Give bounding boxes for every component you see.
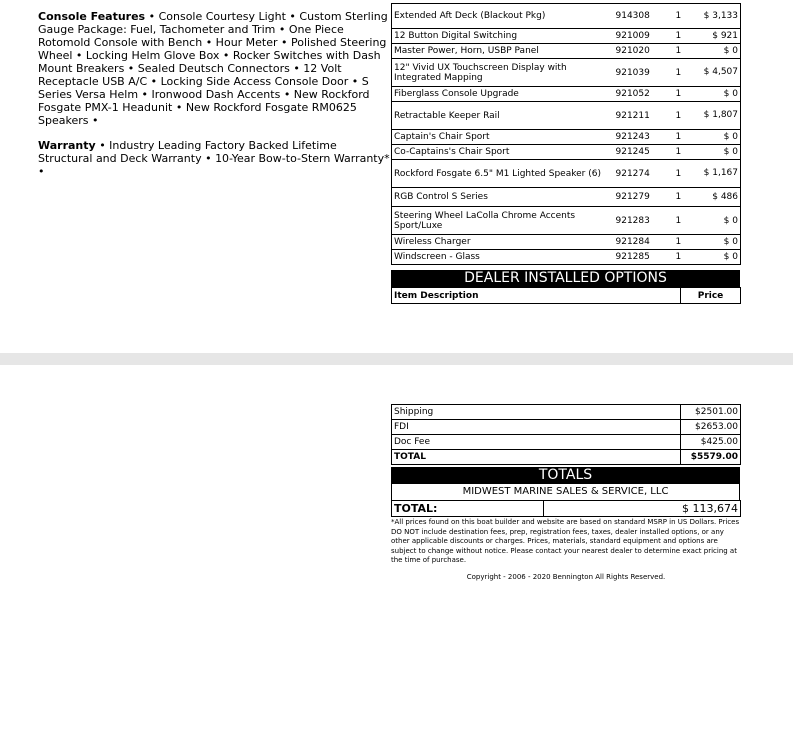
table-row: [392, 207, 741, 235]
option-part-number: 914308: [614, 4, 674, 29]
option-description: Rockford Fosgate 6.5" M1 Lighted Speaker (6): [392, 160, 614, 188]
option-quantity: 1: [674, 130, 700, 145]
option-part-number: 921279: [614, 188, 674, 207]
table-row: [392, 29, 741, 44]
option-quantity: 1: [674, 160, 700, 188]
totals-header: TOTALS: [391, 467, 740, 484]
warranty-heading: Warranty: [38, 139, 96, 152]
option-quantity: 1: [674, 44, 700, 59]
fee-amount: $425.00: [681, 435, 741, 450]
option-part-number: 921285: [614, 250, 674, 265]
option-quantity: 1: [674, 188, 700, 207]
option-price: $ 0: [700, 250, 741, 265]
option-description: Wireless Charger: [392, 235, 614, 250]
table-row: [392, 420, 741, 435]
pricing-disclaimer: *All prices found on this boat builder and website are based on standard MSRP in US Dollars. Prices DO NOT include destination fees, prep, registration fees, taxes, dealer installed options, or any other applicable discounts or charges. Prices, materials, standard equipment and options are subject to change without notice. Please contact your nearest dealer to determine exact pricing at the time of purchase.: [391, 518, 740, 564]
option-quantity: 1: [674, 59, 700, 87]
fee-amount: $2653.00: [681, 420, 741, 435]
table-row: [392, 405, 741, 420]
dealer-options-table: [391, 287, 741, 304]
dealer-options-header: DEALER INSTALLED OPTIONS: [391, 270, 740, 287]
fees-total-label: TOTAL: [392, 450, 681, 465]
table-row: [392, 87, 741, 102]
console-features: [38, 10, 390, 127]
grand-total-label: TOTAL:: [392, 501, 544, 517]
grand-total-value: $ 113,674: [544, 501, 741, 517]
table-row: [392, 160, 741, 188]
option-price: $ 1,167: [700, 160, 741, 188]
option-description: Extended Aft Deck (Blackout Pkg): [392, 4, 614, 29]
option-quantity: 1: [674, 4, 700, 29]
option-quantity: 1: [674, 250, 700, 265]
option-part-number: 921243: [614, 130, 674, 145]
grand-total-row: [392, 501, 741, 517]
fee-label: Shipping: [392, 405, 681, 420]
option-part-number: 921039: [614, 59, 674, 87]
table-row: [392, 59, 741, 87]
option-description: 12 Button Digital Switching: [392, 29, 614, 44]
page-divider: [0, 353, 793, 365]
warranty: [38, 139, 390, 178]
option-quantity: 1: [674, 29, 700, 44]
option-price: $ 921: [700, 29, 741, 44]
console-features-text: • Console Courtesy Light • Custom Sterling Gauge Package: Fuel, Tachometer and Trim • One Piece Rotomold Console with Bench • Hour Meter • Polished Steering Wheel • Locking Helm Glove Box • Rocker Switches with Dash Mount Breakers • Sealed Deutsch Connectors • 12 Volt Receptacle USB A/C • Locking Side Access Console Door • S Series Versa Helm • Ironwood Dash Accents • New Rockford Fosgate PMX-1 Headunit • New Rockford Fosgate RM0625 Speakers •: [38, 10, 388, 127]
table-row: [392, 4, 741, 29]
table-row: [392, 102, 741, 130]
option-quantity: 1: [674, 87, 700, 102]
option-part-number: 921052: [614, 87, 674, 102]
option-description: Master Power, Horn, USBP Panel: [392, 44, 614, 59]
option-quantity: 1: [674, 235, 700, 250]
option-price: $ 0: [700, 130, 741, 145]
option-price: $ 0: [700, 235, 741, 250]
table-header-row: [392, 288, 741, 304]
option-quantity: 1: [674, 207, 700, 235]
console-features-heading: Console Features: [38, 10, 146, 23]
option-description: Windscreen - Glass: [392, 250, 614, 265]
option-description: Co-Captains's Chair Sport: [392, 145, 614, 160]
fee-amount: $2501.00: [681, 405, 741, 420]
option-description: 12" Vivid UX Touchscreen Display with Integrated Mapping: [392, 59, 614, 87]
table-row: [392, 145, 741, 160]
option-price: $ 486: [700, 188, 741, 207]
options-table: [391, 3, 741, 265]
option-part-number: 921009: [614, 29, 674, 44]
fees-total-amount: $5579.00: [681, 450, 741, 465]
option-price: $ 1,807: [700, 102, 741, 130]
grand-total-table: [391, 500, 741, 517]
option-price: $ 4,507: [700, 59, 741, 87]
table-row: [392, 235, 741, 250]
option-part-number: 921284: [614, 235, 674, 250]
option-price: $ 0: [700, 207, 741, 235]
fee-label: FDI: [392, 420, 681, 435]
option-description: RGB Control S Series: [392, 188, 614, 207]
copyright-notice: Copyright - 2006 - 2020 Bennington All Rights Reserved.: [466, 573, 666, 581]
standard-features: [38, 10, 390, 190]
option-description: Fiberglass Console Upgrade: [392, 87, 614, 102]
option-description: Steering Wheel LaColla Chrome Accents Sport/Luxe: [392, 207, 614, 235]
option-price: $ 0: [700, 87, 741, 102]
table-row: [392, 44, 741, 59]
option-price: $ 3,133: [700, 4, 741, 29]
option-part-number: 921283: [614, 207, 674, 235]
option-quantity: 1: [674, 145, 700, 160]
warranty-text: • Industry Leading Factory Backed Lifetime Structural and Deck Warranty • 10-Year Bow-to-Stern Warranty* •: [38, 139, 390, 178]
column-header-item: Item Description: [392, 288, 681, 304]
dealer-name: MIDWEST MARINE SALES & SERVICE, LLC: [391, 484, 740, 501]
option-part-number: 921274: [614, 160, 674, 188]
fees-table: [391, 404, 741, 465]
table-row: [392, 250, 741, 265]
option-part-number: 921211: [614, 102, 674, 130]
option-price: $ 0: [700, 145, 741, 160]
fees-total-row: [392, 450, 741, 465]
option-description: Retractable Keeper Rail: [392, 102, 614, 130]
table-row: [392, 188, 741, 207]
table-row: [392, 130, 741, 145]
option-description: Captain's Chair Sport: [392, 130, 614, 145]
fee-label: Doc Fee: [392, 435, 681, 450]
column-header-price: Price: [681, 288, 741, 304]
option-part-number: 921245: [614, 145, 674, 160]
option-price: $ 0: [700, 44, 741, 59]
table-row: [392, 435, 741, 450]
option-part-number: 921020: [614, 44, 674, 59]
option-quantity: 1: [674, 102, 700, 130]
